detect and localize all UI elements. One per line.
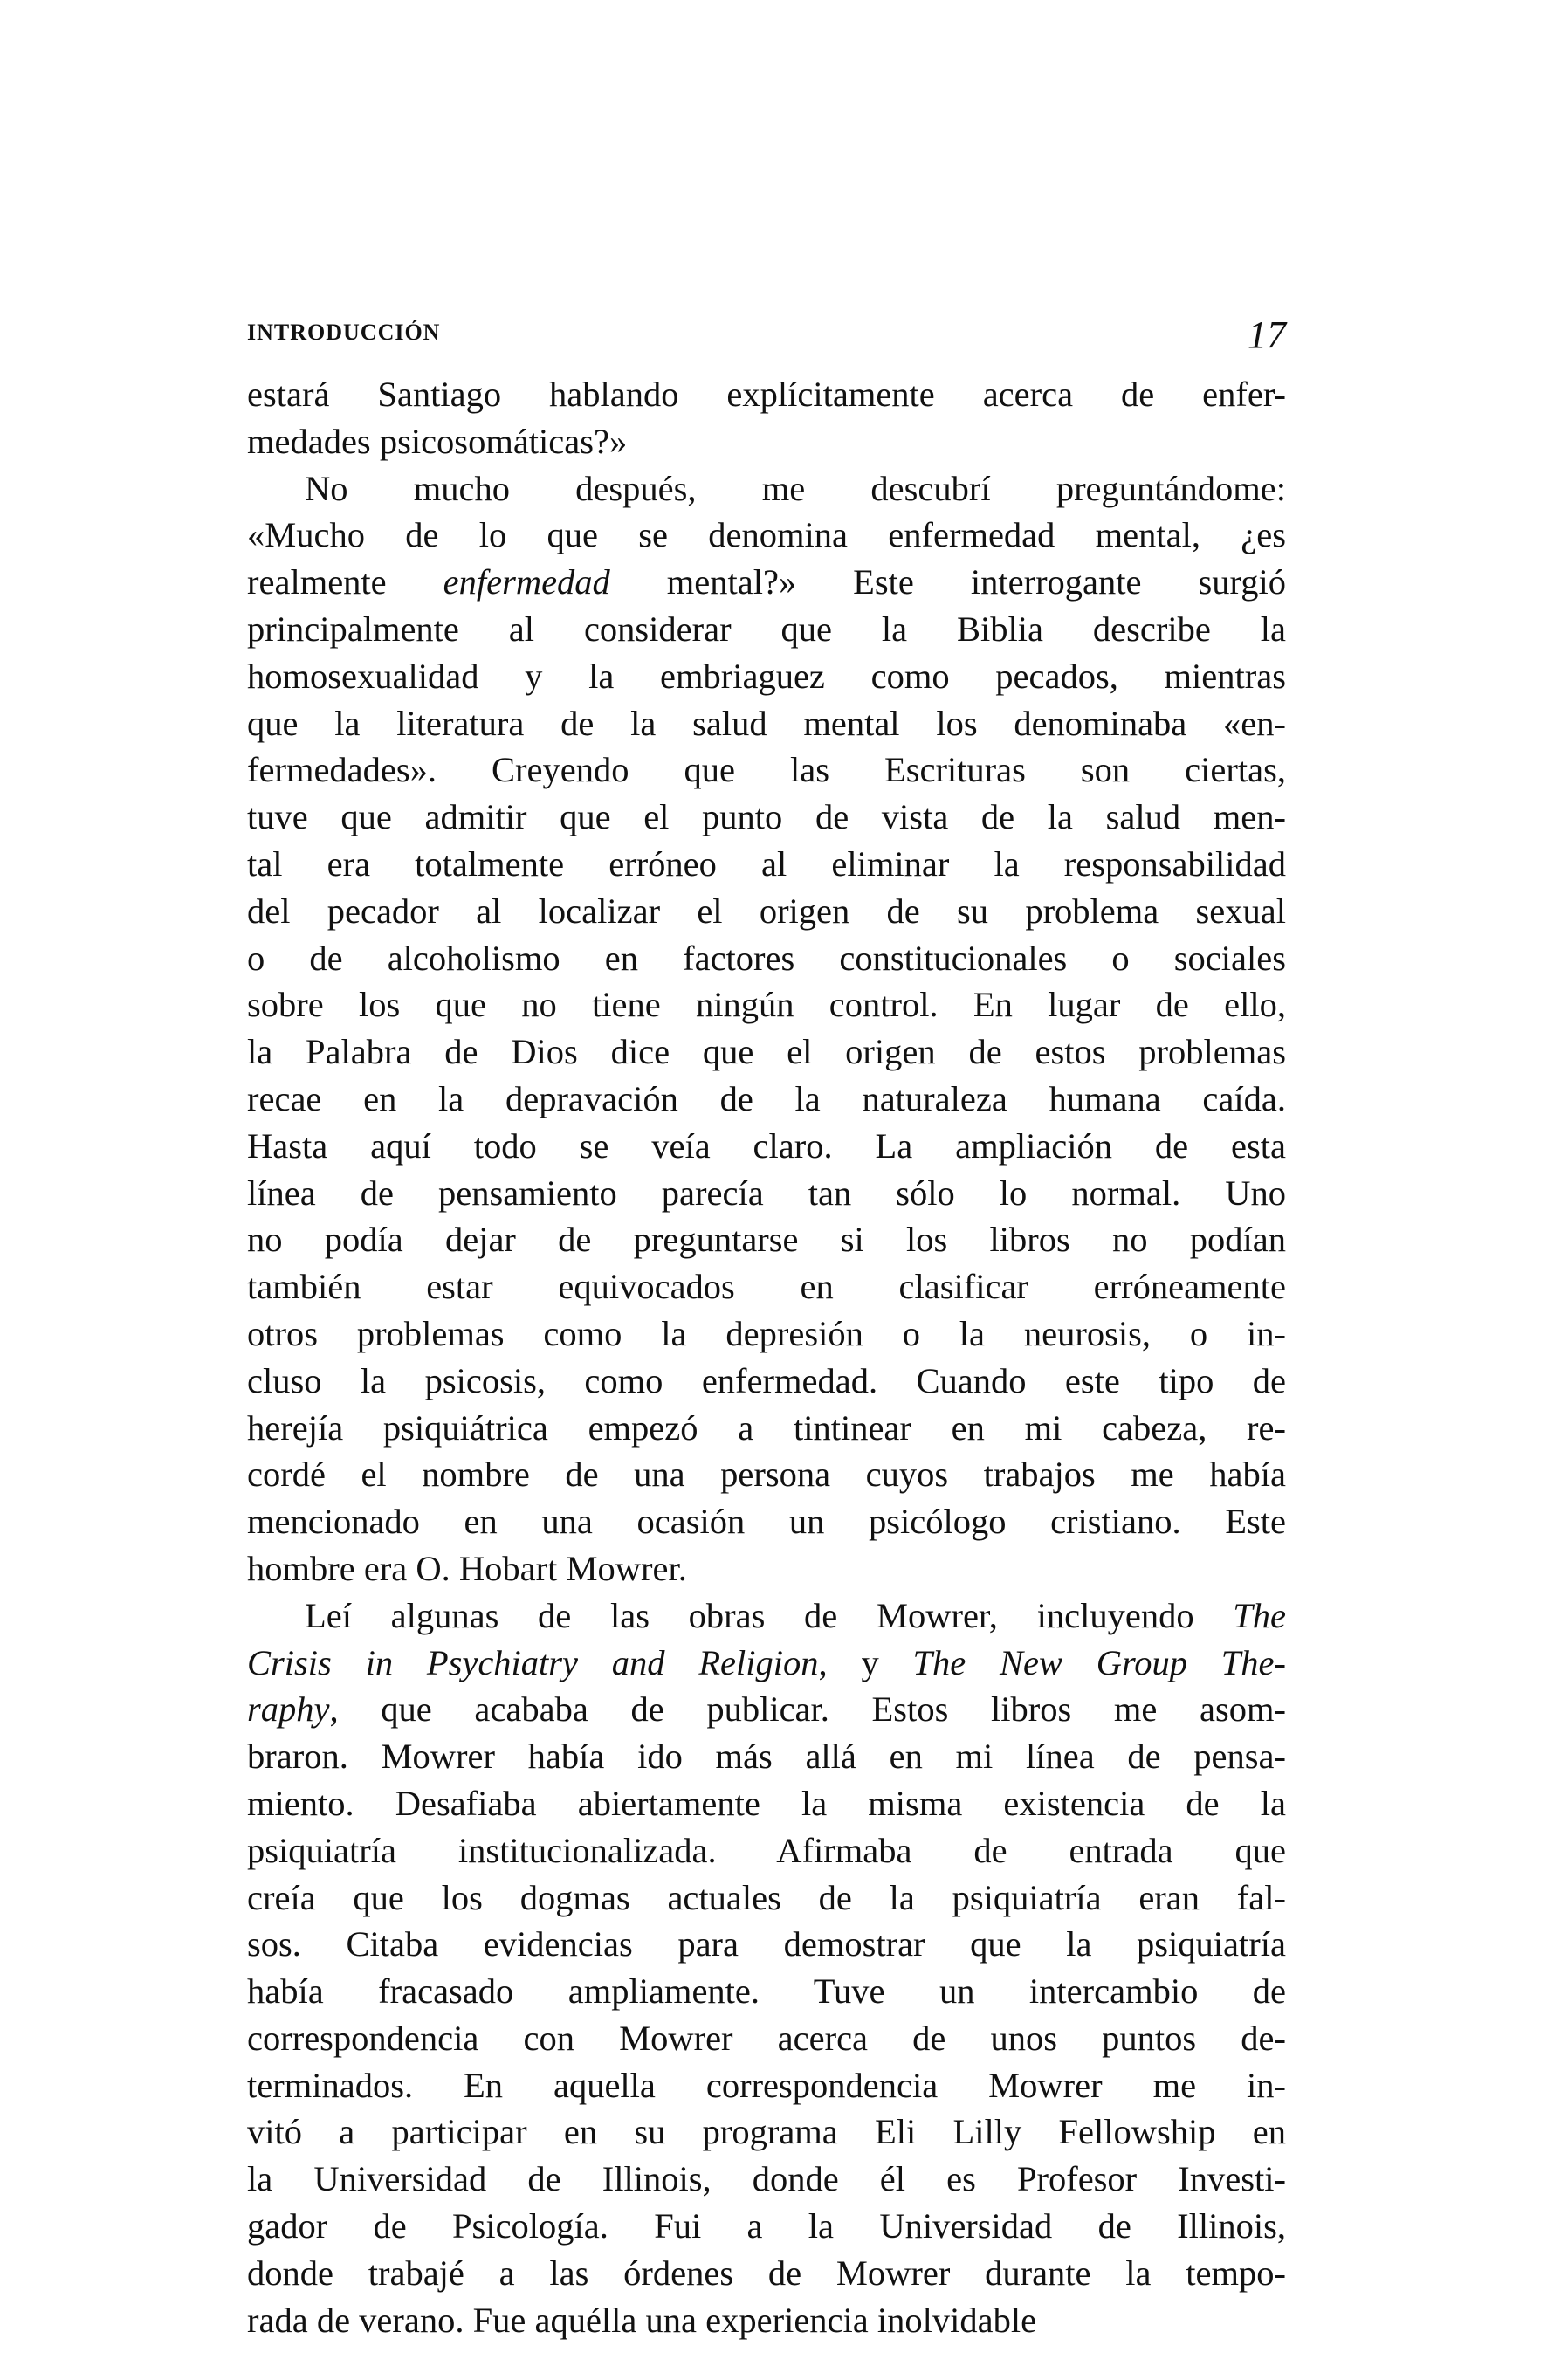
text-line: recae en la depravación de la naturaleza humana caída. xyxy=(247,1078,1286,1118)
text-line: hombre era O. Hobart Mowrer. xyxy=(247,1548,687,1588)
text-line: correspondencia con Mowrer acerca de unos puntos de- xyxy=(247,2018,1286,2058)
paragraph xyxy=(247,1592,1286,2344)
text-line: estará Santiago hablando explícitamente acerca de enfer- xyxy=(247,375,1286,414)
text-line: había fracasado ampliamente. Tuve un intercambio de xyxy=(247,1971,1286,2012)
text-line: también estar equivocados en clasificar erróneamente xyxy=(247,1267,1286,1307)
text-line: no podía dejar de preguntarse si los libros no podían xyxy=(247,1220,1286,1260)
text-line: o de alcoholismo en factores constitucionales o sociales xyxy=(247,938,1286,978)
text-line: que la literatura de la salud mental los denominaba «en- xyxy=(247,703,1286,743)
text-line: la Universidad de Illinois, donde él es Profesor Investi- xyxy=(247,2159,1286,2199)
text-line: raphy, que acababa de publicar. Estos libros me asom- xyxy=(247,1689,1286,1730)
running-head xyxy=(247,313,1286,356)
text-line: «Mucho de lo que se denomina enfermedad mental, ¿es xyxy=(247,515,1286,555)
text-line: Leí algunas de las obras de Mowrer, incluyendo The xyxy=(305,1595,1286,1635)
running-title: INTRODUCCIÓN xyxy=(247,320,441,345)
text-line: principalmente al considerar que la Biblia describe la xyxy=(247,609,1286,649)
text-line: vitó a participar en su programa Eli Lilly Fellowship en xyxy=(247,2112,1286,2152)
text-line: cluso la psicosis, como enfermedad. Cuando este tipo de xyxy=(247,1360,1286,1400)
text-line: donde trabajé a las órdenes de Mowrer durante la tempo- xyxy=(247,2253,1286,2293)
text-line: creía que los dogmas actuales de la psiquiatría eran fal- xyxy=(247,1877,1286,1917)
text-line: la Palabra de Dios dice que el origen de estos problemas xyxy=(247,1032,1286,1072)
paragraph xyxy=(247,465,1286,1592)
text-line: miento. Desafiaba abiertamente la misma existencia de la xyxy=(247,1783,1286,1823)
text-line: tuve que admitir que el punto de vista de la salud men- xyxy=(247,797,1286,837)
text-line: línea de pensamiento parecía tan sólo lo normal. Uno xyxy=(247,1173,1286,1213)
text-line: No mucho después, me descubrí preguntándome: xyxy=(305,468,1286,508)
text-line: Crisis in Psychiatry and Religion, y The New Group The- xyxy=(247,1642,1287,1682)
body-text xyxy=(247,371,1286,2343)
page-number: 17 xyxy=(1248,313,1286,356)
text-line: braron. Mowrer había ido más allá en mi línea de pensa- xyxy=(247,1737,1286,1777)
text-line: cordé el nombre de una persona cuyos trabajos me había xyxy=(247,1455,1286,1495)
text-line: homosexualidad y la embriaguez como pecados, mientras xyxy=(247,656,1286,696)
text-line: sobre los que no tiene ningún control. En lugar de ello, xyxy=(247,985,1286,1025)
text-line: del pecador al localizar el origen de su problema sexual xyxy=(247,891,1286,931)
text-line: Hasta aquí todo se veía claro. La ampliación de esta xyxy=(247,1125,1286,1166)
text-line: medades psicosomáticas?» xyxy=(247,421,628,461)
text-line: realmente enfermedad mental?» Este interrogante surgió xyxy=(247,562,1286,602)
text-line: psiquiatría institucionalizada. Afirmaba de entrada que xyxy=(247,1830,1286,1870)
text-line: rada de verano. Fue aquélla una experiencia inolvidable xyxy=(247,2300,1037,2340)
text-line: sos. Citaba evidencias para demostrar que la psiquiatría xyxy=(247,1924,1286,1964)
text-line: tal era totalmente erróneo al eliminar la responsabilidad xyxy=(247,843,1286,884)
text-line: otros problemas como la depresión o la neurosis, o in- xyxy=(247,1313,1286,1353)
text-line: terminados. En aquella correspondencia Mowrer me in- xyxy=(247,2065,1286,2105)
text-line: herejía psiquiátrica empezó a tintinear en mi cabeza, re- xyxy=(247,1407,1286,1448)
text-line: fermedades». Creyendo que las Escrituras son ciertas, xyxy=(247,750,1286,790)
text-line: gador de Psicología. Fui a la Universidad de Illinois, xyxy=(247,2206,1286,2246)
text-line: mencionado en una ocasión un psicólogo cristiano. Este xyxy=(247,1502,1286,1542)
paragraph xyxy=(247,371,1286,465)
